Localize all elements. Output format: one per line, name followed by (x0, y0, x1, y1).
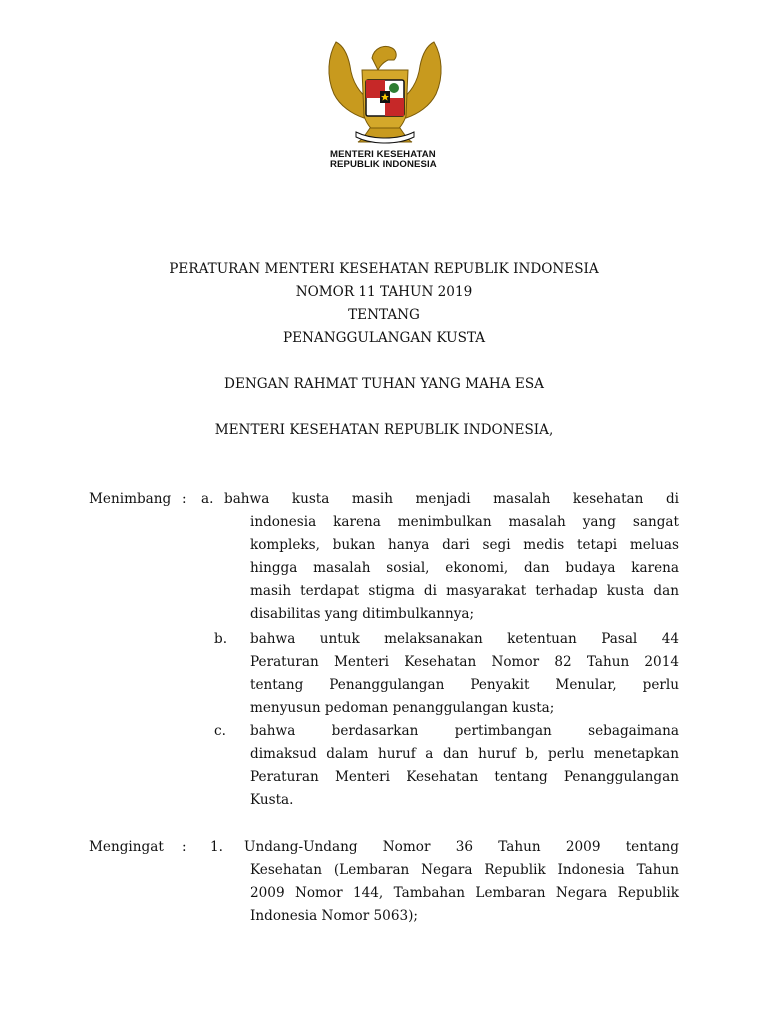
menimbang-c-line-2: dimaksud dalam huruf a dan huruf b, perlu menetapkan (250, 746, 679, 762)
ministry-name-line-2: REPUBLIK INDONESIA (330, 159, 437, 170)
title-line-1: PERATURAN MENTERI KESEHATAN REPUBLIK INDONESIA (169, 261, 599, 277)
menimbang-label: Menimbang (89, 491, 172, 507)
menimbang-b-line-2: Peraturan Menteri Kesehatan Nomor 82 Tahun 2014 (250, 654, 679, 670)
minister-line: MENTERI KESEHATAN REPUBLIK INDONESIA, (214, 422, 554, 438)
menimbang-a-line-5: masih terdapat stigma di masyarakat terhadap kusta dan (250, 583, 679, 599)
menimbang-c-line-1: bahwa berdasarkan pertimbangan sebagaimana (250, 723, 679, 739)
menimbang-item-b (250, 628, 679, 720)
menimbang-a-line-6: disabilitas yang ditimbulkannya; (250, 606, 475, 622)
menimbang-b-line-3: tentang Penanggulangan Penyakit Menular, perlu (250, 677, 679, 693)
menimbang-marker-a: a. (201, 491, 214, 507)
menimbang-marker-b: b. (214, 631, 228, 647)
menimbang-a-line-1: bahwa kusta masih menjadi masalah kesehatan di (224, 491, 679, 507)
menimbang-item-c (250, 720, 679, 812)
title-line-3: TENTANG (348, 307, 420, 323)
mengingat-marker-1: 1. (210, 839, 223, 855)
ministry-name-line-1: MENTERI KESEHATAN (330, 149, 436, 160)
blessing-line: DENGAN RAHMAT TUHAN YANG MAHA ESA (224, 376, 544, 392)
title-line-4: PENANGGULANGAN KUSTA (282, 330, 486, 346)
mengingat-1-line-1: Undang-Undang Nomor 36 Tahun 2009 tentang (244, 839, 679, 855)
garuda-emblem-icon (322, 36, 448, 146)
mengingat-label: Mengingat (89, 839, 164, 855)
title-line-2: NOMOR 11 TAHUN 2019 (295, 284, 473, 300)
mengingat-1-line-3: 2009 Nomor 144, Tambahan Lembaran Negara Republik (250, 885, 679, 901)
mengingat-1-line-2: Kesehatan (Lembaran Negara Republik Indonesia Tahun (250, 862, 679, 878)
regulation-title (0, 258, 768, 350)
menimbang-a-line-2: indonesia karena menimbulkan masalah yang sangat (250, 514, 679, 530)
menimbang-item-a (224, 488, 679, 511)
ministry-name (330, 150, 437, 170)
menimbang-c-line-4: Kusta. (250, 792, 294, 808)
menimbang-item-a-cont (250, 511, 679, 626)
menimbang-b-line-4: menyusun pedoman penanggulangan kusta; (250, 700, 555, 716)
menimbang-c-line-3: Peraturan Menteri Kesehatan tentang Penanggulangan (250, 769, 679, 785)
mengingat-1-line-4: Indonesia Nomor 5063); (250, 908, 419, 924)
mengingat-colon: : (182, 839, 187, 855)
mengingat-item-1-cont (250, 859, 679, 928)
menimbang-a-line-4: hingga masalah sosial, ekonomi, dan budaya karena (250, 560, 679, 576)
menimbang-b-line-1: bahwa untuk melaksanakan ketentuan Pasal 44 (250, 631, 679, 647)
menimbang-colon: : (182, 491, 187, 507)
mengingat-item-1 (244, 836, 679, 859)
menimbang-marker-c: c. (214, 723, 226, 739)
menimbang-a-line-3: kompleks, bukan hanya dari segi medis tetapi meluas (250, 537, 679, 553)
